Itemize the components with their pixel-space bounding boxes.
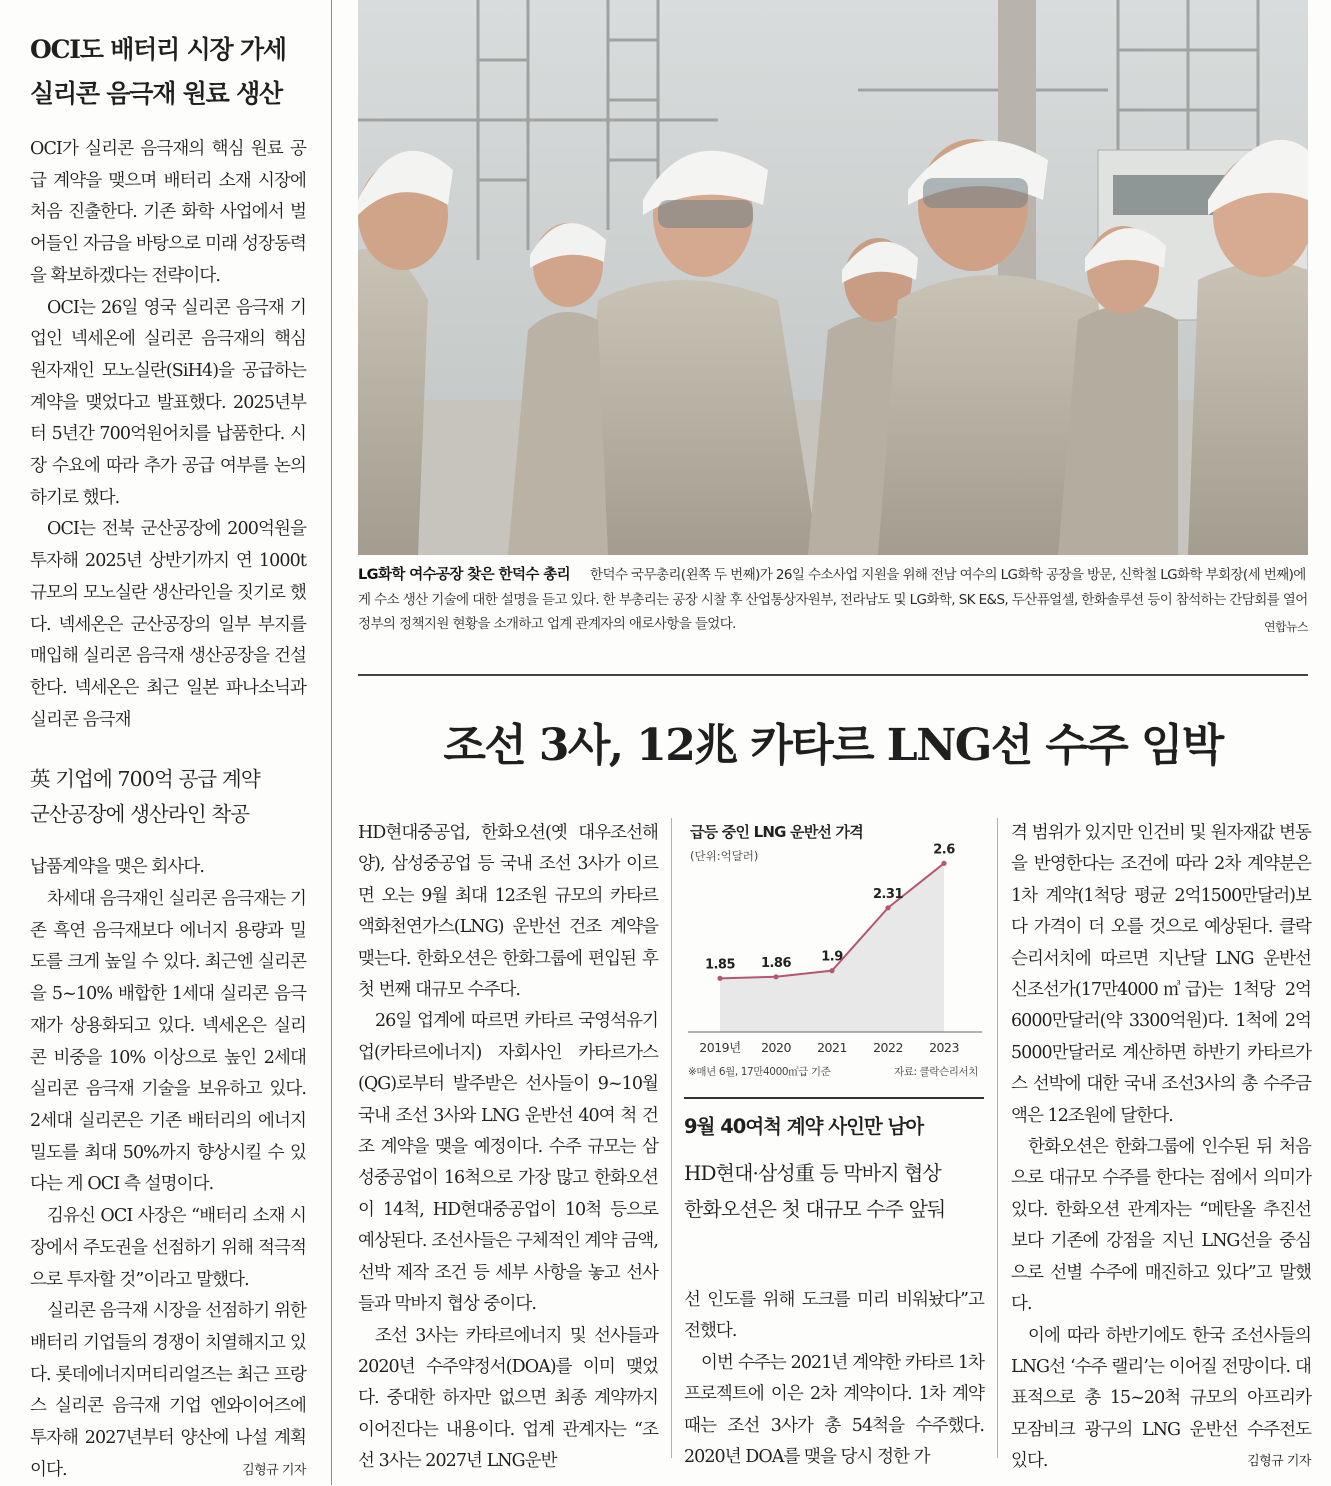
news-photo — [358, 0, 1308, 555]
left-article — [30, 28, 306, 1486]
article-paragraph: 선 인도를 위해 도크를 미리 비워놨다”고 전했다. — [684, 1290, 984, 1342]
left-headline-1: OCI도 배터리 시장 가세 — [30, 35, 286, 64]
article-paragraph: 격 범위가 있지만 인건비 및 원자재값 변동을 반영한다는 조건에 따라 2차 계약분은 1차 계약(1척당 평균 2억1500만달러)보다 가격이 더 오를 것으로 예상된다. 클락슨리서치에 따르면 지난달 LNG 운반선 신조선가(17만4000㎥급)는 1척당 2억6000만달러(약 3300억원)다. 1척에 2억5000만달러로 계산하면 하반기 카타르가스 선박에 대한 국내 조선3사의 총 수주금액은 12조원에 달한다. — [1011, 823, 1311, 1126]
subhead-line-1: HD현대·삼성重 등 막바지 협상 — [684, 1161, 941, 1185]
caption-credit: 연합뉴스 — [1264, 620, 1308, 634]
chart-point — [885, 905, 890, 910]
left-paragraph-text: 실리콘 음극재 시장을 선점하기 위한 배터리 기업들의 경쟁이 치열해지고 있다. 롯데에너지머티리얼즈는 최근 프랑스 실리콘 음극재 기업 엔와이어즈에 투자해 2027년부터 양산에 나설 계획이다. — [30, 1301, 306, 1480]
left-subhead-line-2: 군산공장에 생산라인 착공 — [30, 802, 250, 827]
article-column-2 — [684, 1285, 984, 1473]
chart-point — [829, 968, 834, 973]
chart-point — [717, 976, 722, 981]
chart-data-label: 2.6 — [933, 842, 955, 858]
article-paragraph-text: 이에 따라 하반기에도 한국 조선사들의 LNG선 ‘수주 랠리’는 이어질 전망이다. 대표적으로 총 15~20척 규모의 아프리카 모잠비크 광구의 LNG 운반선 수주전도 있다. — [1011, 1325, 1311, 1472]
chart-note: ※매년 6월, 17만4000㎥급 기준 — [688, 1066, 831, 1078]
article-column-1 — [358, 818, 658, 1478]
chart-title: 급등 중인 LNG 운반선 가격 — [690, 823, 863, 841]
left-headline-2: 실리콘 음극재 원료 생산 — [30, 79, 283, 108]
article-column-3 — [1011, 818, 1311, 1478]
left-paragraph: OCI가 실리콘 음극재의 핵심 원료 공급 계약을 맺으며 배터리 소재 시장에 처음 진출한다. 기존 화학 사업에서 벌어들인 자금을 바탕으로 미래 성장동력을 확보하겠다는 전략이다. — [30, 139, 306, 286]
factory-visit-photo — [358, 0, 1308, 555]
article-paragraph: 조선 3사는 카타르에너지 및 선사들과 2020년 수주약정서(DOA)를 이미 맺었다. 중대한 하자만 없으면 최종 계약까지 이어진다는 내용이다. 업계 관계자는 “조선 3사는 2027년 LNG운반 — [358, 1325, 658, 1472]
chart-svg — [684, 820, 984, 1085]
left-paragraph — [30, 1296, 306, 1486]
chart-data-label: 1.86 — [760, 955, 792, 971]
chart-area — [720, 863, 944, 1032]
left-subhead-line-1: 英 기업에 700억 공급 계약 — [30, 767, 260, 792]
subhead-line-2: 한화오션은 첫 대규모 수주 앞둬 — [684, 1197, 946, 1221]
left-subhead — [30, 762, 306, 832]
article-paragraph: HD현대중공업, 한화오션(옛 대우조선해양), 삼성중공업 등 국내 조선 3사가 이르면 오는 9월 최대 12조원 규모의 카타르 액화천연가스(LNG) 운반선 건조 계약을 맺는다. 한화오션은 한화그룹에 편입된 후 첫 번째 대규모 수주다. — [358, 823, 658, 1001]
chart-data-label: 2.31 — [872, 886, 904, 902]
left-column-rule — [331, 0, 332, 1485]
chart-source: 자료: 클락슨리서치 — [893, 1066, 978, 1078]
chart-data-label: 1.85 — [704, 957, 736, 973]
chart-plot — [699, 842, 959, 1055]
caption-title: LG화학 여수공장 찾은 한덕수 총리 — [358, 567, 571, 583]
column-rule-a — [671, 818, 672, 1458]
left-byline: 김형규 기자 — [242, 1462, 306, 1478]
main-headline: 조선 3사, 12兆 카타르 LNG선 수주 임박 — [443, 720, 1223, 771]
left-paragraph: 차세대 음극재인 실리콘 음극재는 기존 흑연 음극재보다 에너지 용량과 밀도를 크게 높일 수 있다. 최근엔 실리콘을 5~10% 배합한 1세대 실리콘 음극재가 상용화되고 있다. 넥세온은 실리콘 비중을 10% 이상으로 높인 2세대 실리콘 음극재 기술을 보유하고 있다. 2세대 실리콘은 기존 배터리의 에너지 밀도를 최대 50%까지 향상시킬 수 있다는 게 OCI 측 설명이다. — [30, 889, 306, 1195]
main-byline: 김형규 기자 — [1247, 1454, 1311, 1470]
left-paragraph: OCI는 전북 군산공장에 200억원을 투자해 2025년 상반기까지 연 1000t 규모의 모노실란 생산라인을 짓기로 했다. 넥세온은 군산공장의 일부 부지를 매입해 실리콘 음극재 생산공장을 건설한다. 넥세온은 최근 일본 파나소닉과 실리콘 음극재 — [30, 519, 306, 730]
left-body-1 — [30, 134, 306, 736]
chart-data-label: 1.9 — [821, 949, 843, 965]
left-paragraph: OCI는 26일 영국 실리콘 음극재 기업인 넥세온에 실리콘 음극재의 핵심 원자재인 모노실란(SiH4)을 공급하는 계약을 맺었다고 발표했다. 2025년부터 5년간 700억원어치를 납품한다. 시장 수요에 따라 추가 공급 여부를 논의하기로 했다. — [30, 297, 306, 508]
column-rule-b — [997, 818, 998, 1458]
subhead-title: 9월 40여척 계약 사인만 남아 — [684, 1115, 924, 1138]
chart-point — [773, 974, 778, 979]
article-paragraph: 한화오션은 한화그룹에 인수된 뒤 처음으로 대규모 수주를 한다는 점에서 의미가 있다. 한화오션 관계자는 “메탄올 추진선보다 기존에 강점을 지닌 LNG선을 중심으로 선별 수주에 매진하고 있다”고 말했다. — [1011, 1137, 1311, 1315]
left-body-2 — [30, 852, 306, 1486]
article-paragraph: 이번 수주는 2021년 계약한 카타르 1차 프로젝트에 이은 2차 계약이다. 1차 계약 때는 조선 3사가 총 54척을 수주했다. 2020년 DOA를 맺을 당시 정한 가 — [684, 1352, 984, 1468]
left-paragraph: 납품계약을 맺은 회사다. — [30, 857, 205, 878]
section-divider — [358, 674, 1308, 676]
caption-text: 한덕수 국무총리(왼쪽 두 번째)가 26일 수소사업 지원을 위해 전남 여수의 LG화학 공장을 방문, 신학철 LG화학 부회장(세 번째)에게 수소 생산 기술에 대한 설명을 듣고 있다. 한 부총리는 공장 시찰 후 산업통상자원부, 전라남도 및 LG화학, SK E&S, 두산퓨얼셀, 한화솔루션 등이 참석하는 간담회를 열어 정부의 정책지원 현황을 소개하고 업계 관계자의 애로사항을 들었다. — [358, 567, 1308, 632]
chart-tick-label: 2020 — [761, 1040, 791, 1055]
chart-tick-label: 2021 — [817, 1040, 847, 1055]
left-paragraph: 김유신 OCI 사장은 “배터리 소재 시장에서 주도권을 선점하기 위해 적극적으로 투자할 것”이라고 말했다. — [30, 1206, 306, 1290]
chart-tick-label: 2022 — [873, 1040, 903, 1055]
article-paragraph — [1011, 1321, 1311, 1478]
chart-tick-label: 2019년 — [699, 1040, 741, 1055]
photo-caption — [358, 563, 1308, 640]
article-subheads — [684, 1097, 984, 1227]
chart-point — [941, 861, 946, 866]
chart-unit: (단위:억달러) — [690, 849, 759, 863]
article-paragraph: 26일 업계에 따르면 카타르 국영석유기업(카타르에너지) 자회사인 카타르가스(QG)로부터 발주받은 선사들이 9~10월 국내 조선 3사와 LNG 운반선 40여 척 건조 계약을 맺을 예정이다. 수주 규모는 삼성중공업이 16척으로 가장 많고 한화오션이 14척, HD현대중공업이 10척 등으로 예상된다. 조선사들은 구체적인 계약 금액, 선박 제작 조건 등 세부 사항을 놓고 선사들과 막바지 협상 중이다. — [358, 1011, 658, 1315]
lng-price-chart — [684, 820, 984, 1085]
chart-tick-label: 2023 — [929, 1040, 959, 1055]
